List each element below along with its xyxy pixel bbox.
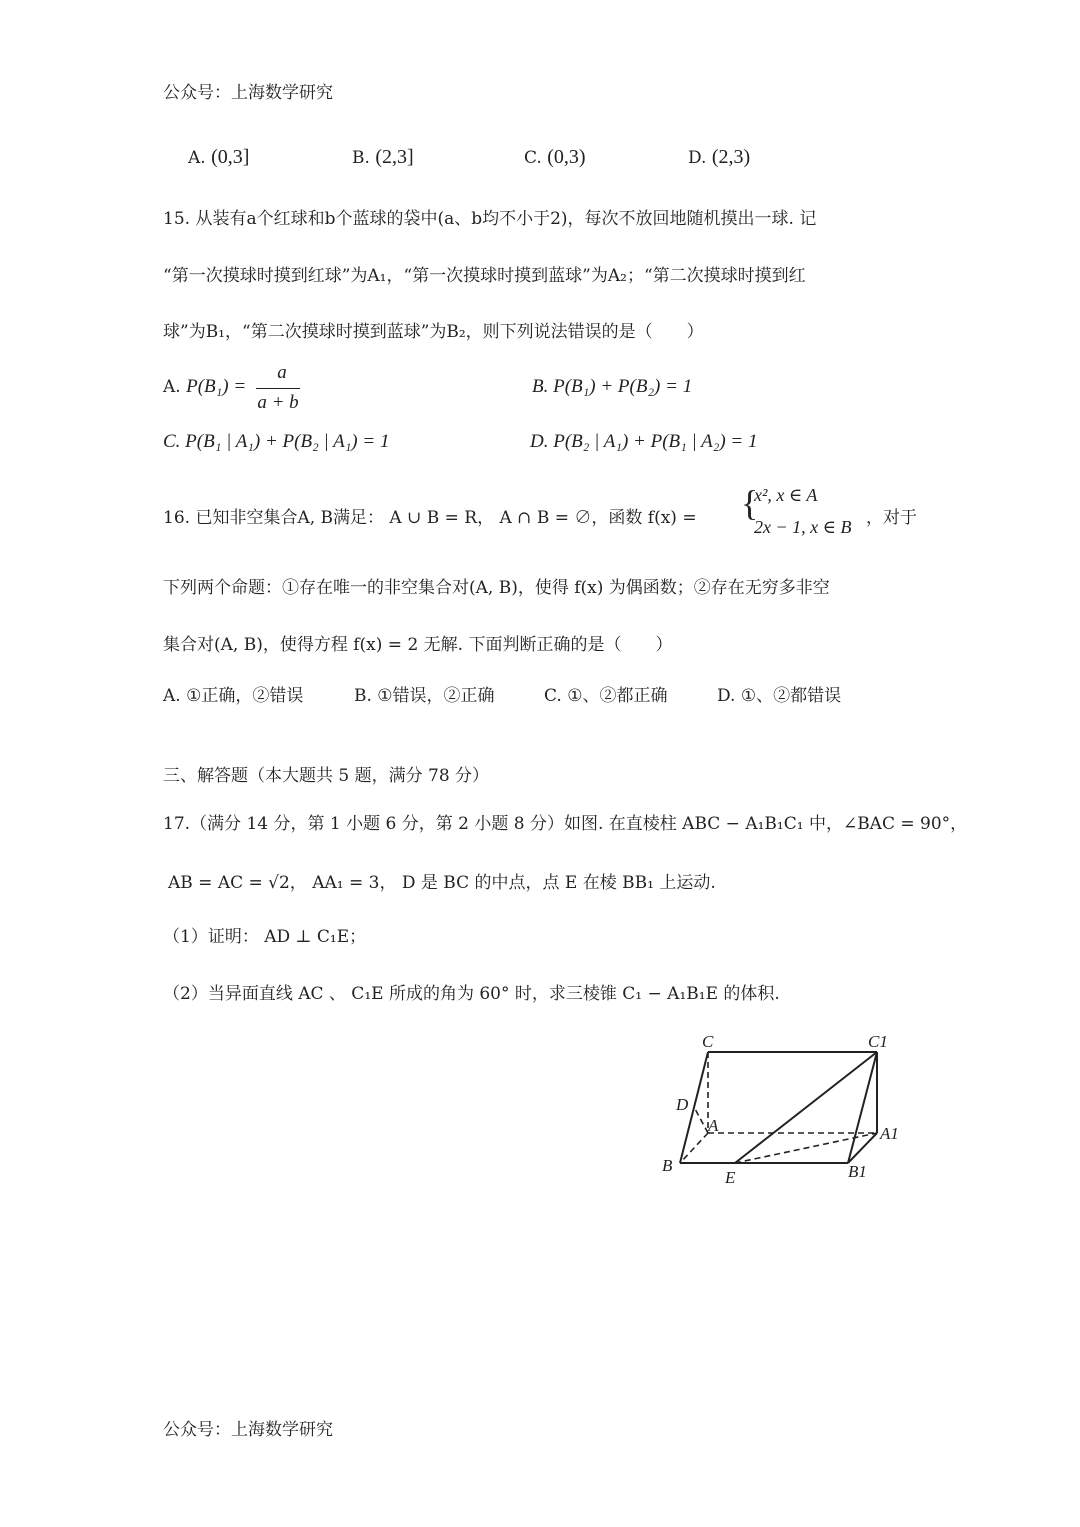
q16-case-2: 2x − 1, x ∈ B	[754, 517, 852, 537]
q16-option-d: D. ①、②都错误	[717, 686, 842, 706]
q16-line-1-tail: ，对于	[866, 508, 917, 528]
page-header: 公众号：上海数学研究	[163, 83, 333, 103]
label-d: D	[676, 1095, 689, 1114]
q15-option-d: D. P(B₂ | A₁) + P(B₁ | A₂) = 1	[530, 431, 758, 452]
q16-option-a: A. ①正确，②错误	[163, 686, 304, 706]
label-b: B	[662, 1156, 673, 1175]
q16-line-3: 集合对(A, B)，使得方程 f(x) = 2 无解. 下面判断正确的是（ ）	[163, 635, 673, 655]
page-footer: 公众号：上海数学研究	[163, 1420, 333, 1440]
segment-e-a1-hidden	[735, 1133, 877, 1163]
fraction-bar	[256, 388, 300, 389]
label-c1: C1	[868, 1032, 888, 1051]
q16-option-c: C. ①、②都正确	[544, 686, 668, 706]
edge-c1-b1	[848, 1052, 877, 1163]
prism-figure	[650, 1025, 910, 1195]
q14-option-a: A. (0,3]	[188, 146, 250, 168]
q17-line-2: AB = AC = √2， AA₁ = 3， D 是 BC 的中点，点 E 在棱 BB₁ 上运动.	[168, 873, 716, 893]
piecewise-brace: {	[741, 483, 759, 523]
segment-c1-e	[735, 1052, 877, 1163]
q16-case-1: x², x ∈ A	[754, 485, 818, 505]
q15-option-a-denominator: a + b	[257, 392, 299, 413]
q16-line-2: 下列两个命题：①存在唯一的非空集合对(A, B)，使得 f(x) 为偶函数；②存在无穷多非空	[163, 578, 830, 598]
segment-a-d-hidden	[694, 1107, 708, 1133]
q15-line-1: 15. 从装有a个红球和b个蓝球的袋中(a、b均不小于2)，每次不放回地随机摸出一球. 记	[163, 209, 817, 229]
q14-option-d: D. (2,3)	[688, 146, 751, 168]
q15-line-2: “第一次摸球时摸到红球”为A₁，“第一次摸球时摸到蓝球”为A₂；“第二次摸球时摸到红	[163, 266, 806, 286]
label-c: C	[702, 1032, 714, 1051]
q17-part-2: （2）当异面直线 AC 、 C₁E 所成的角为 60° 时，求三棱锥 C₁ − A₁B₁E 的体积.	[163, 984, 780, 1004]
label-a1: A1	[880, 1124, 899, 1143]
q15-option-a: A. P(B₁) =	[163, 376, 247, 397]
label-b1: B1	[848, 1162, 867, 1181]
q15-option-c: C. P(B₁ | A₁) + P(B₂ | A₁) = 1	[163, 431, 390, 452]
q14-option-b: B. (2,3]	[352, 146, 414, 168]
q17-line-1: 17.（满分 14 分，第 1 小题 6 分，第 2 小题 8 分）如图. 在直棱柱 ABC − A₁B₁C₁ 中，∠BAC = 90°，	[163, 814, 968, 834]
q15-line-3: 球”为B₁，“第二次摸球时摸到蓝球”为B₂，则下列说法错误的是（ ）	[163, 322, 704, 342]
q17-part-1: （1）证明： AD ⊥ C₁E；	[163, 927, 367, 947]
q15-option-a-numerator: a	[277, 362, 287, 383]
label-e: E	[725, 1168, 736, 1187]
section-title: 三、解答题（本大题共 5 题，满分 78 分）	[163, 766, 490, 786]
q16-line-1: 16. 已知非空集合A, B满足： A ∪ B = R， A ∩ B = ∅，函数 f(x) =	[163, 508, 697, 528]
q16-option-b: B. ①错误，②正确	[354, 686, 495, 706]
label-a: A	[708, 1116, 719, 1135]
q15-option-b: B. P(B₁) + P(B₂) = 1	[532, 376, 693, 397]
q14-option-c: C. (0,3)	[524, 146, 586, 168]
